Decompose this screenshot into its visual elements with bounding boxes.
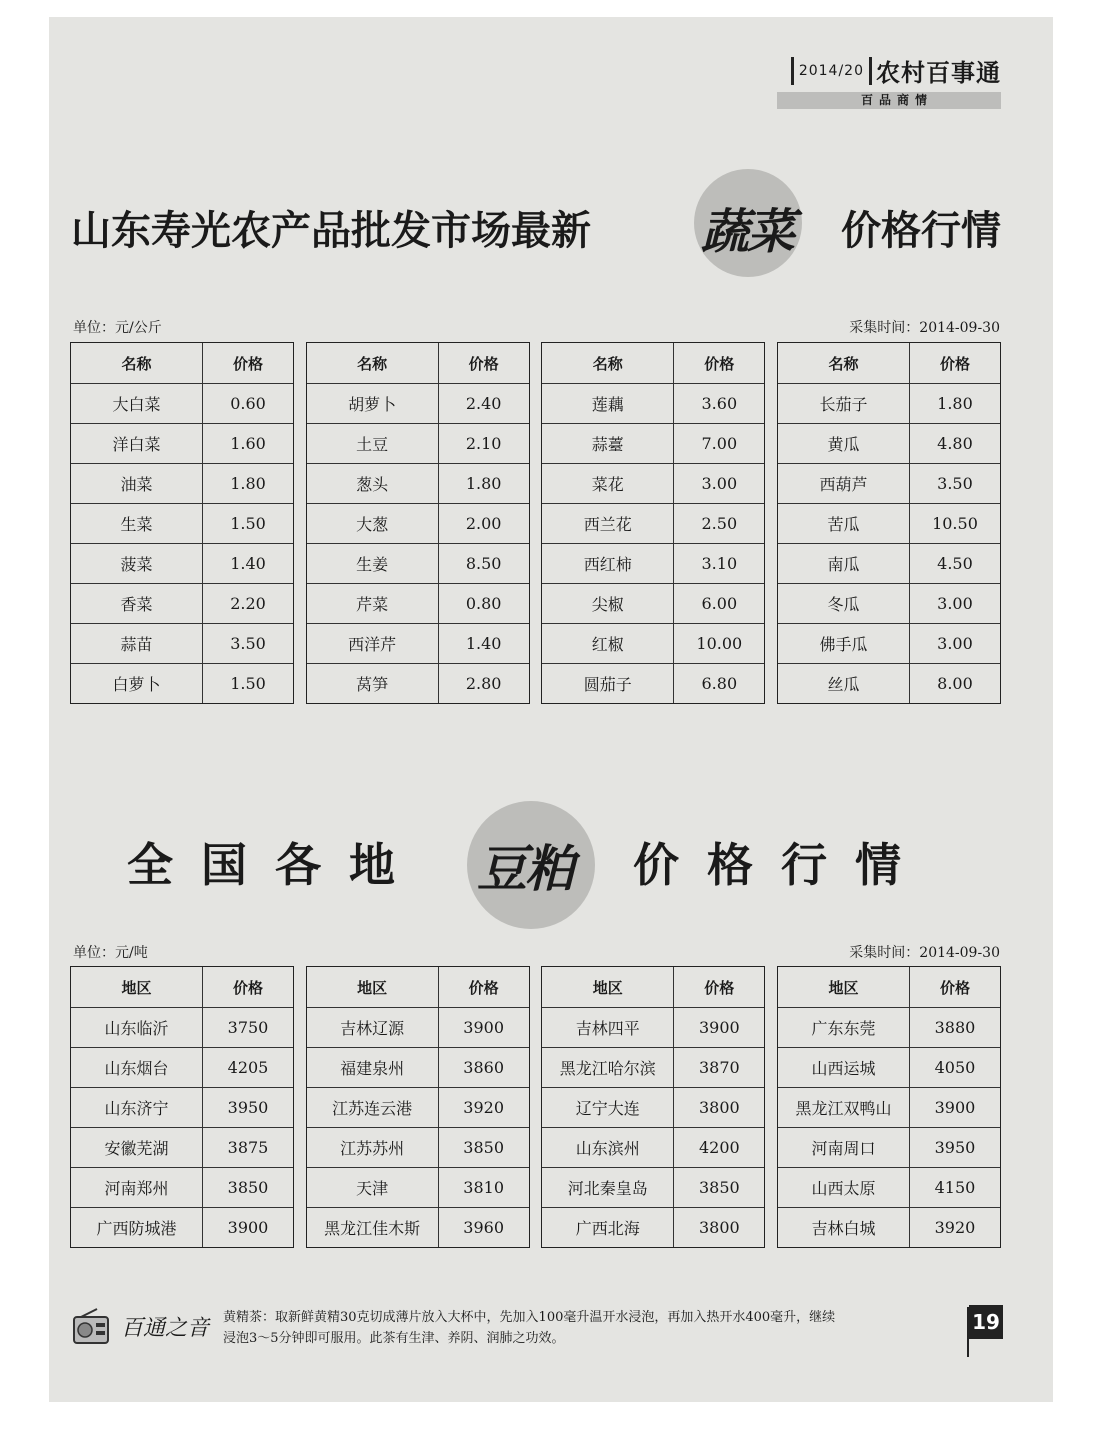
item-price: 3.10 [701, 554, 738, 573]
item-name: 山东滨州 [542, 1128, 674, 1167]
item-price: 3950 [934, 1138, 976, 1157]
footer-tip [71, 1299, 1003, 1357]
column-header-price: 价格 [704, 354, 735, 373]
item-price: 4205 [227, 1058, 269, 1077]
table-block [70, 342, 294, 704]
table-row [307, 1207, 529, 1247]
soymeal-title-post: 价格行情 [633, 838, 929, 892]
item-name: 福建泉州 [307, 1048, 439, 1087]
item-name: 黑龙江哈尔滨 [542, 1048, 674, 1087]
item-price: 3920 [934, 1218, 976, 1237]
item-price: 3.00 [701, 474, 738, 493]
table-row [542, 543, 764, 583]
item-name: 丝瓜 [778, 664, 910, 703]
item-name: 吉林四平 [542, 1008, 674, 1047]
column-header-name: 名称 [71, 343, 203, 383]
item-price: 3.60 [701, 394, 738, 413]
item-name: 吉林辽源 [307, 1008, 439, 1047]
vegetable-title [71, 193, 1031, 263]
item-price: 2.80 [465, 674, 502, 693]
table-row [778, 503, 1000, 543]
table-row [307, 1047, 529, 1087]
table-row [778, 583, 1000, 623]
table-row [542, 1087, 764, 1127]
item-name: 胡萝卜 [307, 384, 439, 423]
item-price: 1.40 [465, 634, 502, 653]
table-row [542, 423, 764, 463]
item-price: 3.50 [937, 474, 973, 493]
item-name: 江苏连云港 [307, 1088, 439, 1127]
table-row [542, 1047, 764, 1087]
table-row [778, 1047, 1000, 1087]
soymeal-title [127, 807, 1027, 907]
table-block [541, 966, 765, 1248]
vegetable-collected-date: 采集时间：2014-09-30 [849, 320, 1000, 336]
table-row [542, 663, 764, 703]
item-name: 河南周口 [778, 1128, 910, 1167]
item-name: 广西防城港 [71, 1208, 203, 1247]
item-name: 山东临沂 [71, 1008, 203, 1047]
item-price: 3920 [463, 1098, 505, 1117]
item-name: 辽宁大连 [542, 1088, 674, 1127]
table-row [71, 583, 293, 623]
item-name: 菠菜 [71, 544, 203, 583]
table-row [778, 1167, 1000, 1207]
item-price: 4200 [698, 1138, 740, 1157]
vegetable-title-highlight: 蔬菜 [701, 204, 794, 260]
item-price: 1.60 [230, 434, 266, 453]
table-row [307, 663, 529, 703]
item-price: 3960 [463, 1218, 505, 1237]
table-row [778, 1087, 1000, 1127]
item-price: 3810 [463, 1178, 505, 1197]
item-price: 3860 [463, 1058, 505, 1077]
item-name: 大白菜 [71, 384, 203, 423]
table-row [307, 463, 529, 503]
item-name: 西兰花 [542, 504, 674, 543]
item-name: 山西太原 [778, 1168, 910, 1207]
item-price: 3800 [698, 1098, 740, 1117]
table-row [542, 583, 764, 623]
item-name: 菜花 [542, 464, 674, 503]
item-price: 3850 [698, 1178, 740, 1197]
soymeal-unit: 单位：元/吨 [73, 945, 148, 961]
item-name: 河南郑州 [71, 1168, 203, 1207]
item-price: 2.10 [465, 434, 502, 453]
table-row [778, 1007, 1000, 1047]
table-row [307, 623, 529, 663]
footer-text-line: 黄精茶：取新鲜黄精30克切成薄片放入大杯中，先加入100毫升温开水浸泡，再加入热开水400毫升，继续 [223, 1310, 836, 1325]
table-header-row [307, 967, 529, 1007]
table-row [542, 1167, 764, 1207]
item-price: 3900 [227, 1218, 269, 1237]
table-block [306, 342, 530, 704]
table-header-row [71, 967, 293, 1007]
page-number: 19 [969, 1305, 1003, 1339]
item-name: 红椒 [542, 624, 674, 663]
item-name: 大葱 [307, 504, 439, 543]
item-price: 2.40 [465, 394, 502, 413]
item-price: 1.80 [230, 474, 266, 493]
column-header-name: 地区 [778, 967, 910, 1007]
table-row [307, 1167, 529, 1207]
table-row [307, 1087, 529, 1127]
column-header-price: 价格 [704, 978, 735, 997]
item-price: 3.50 [230, 634, 266, 653]
table-header-row [71, 343, 293, 383]
item-price: 3880 [934, 1018, 976, 1037]
item-price: 1.80 [937, 394, 973, 413]
item-price: 3.00 [937, 634, 973, 653]
table-row [71, 1127, 293, 1167]
table-row [307, 383, 529, 423]
item-name: 油菜 [71, 464, 203, 503]
item-name: 江苏苏州 [307, 1128, 439, 1167]
footer-text [223, 1307, 971, 1349]
table-row [307, 503, 529, 543]
item-price: 0.60 [230, 394, 266, 413]
item-price: 3900 [463, 1018, 505, 1037]
item-name: 白萝卜 [71, 664, 203, 703]
table-row [71, 1087, 293, 1127]
item-price: 8.50 [465, 554, 502, 573]
item-name: 黑龙江双鸭山 [778, 1088, 910, 1127]
table-row [71, 663, 293, 703]
table-row [778, 543, 1000, 583]
item-price: 4.80 [937, 434, 973, 453]
issue-number: 2014/20 [798, 62, 864, 79]
item-price: 3900 [698, 1018, 740, 1037]
table-header-row [542, 343, 764, 383]
item-name: 香菜 [71, 584, 203, 623]
item-price: 10.50 [932, 514, 978, 533]
table-row [71, 623, 293, 663]
item-name: 土豆 [307, 424, 439, 463]
magazine-page [49, 17, 1053, 1402]
vegetable-title-post: 价格行情 [841, 208, 1001, 254]
item-price: 3800 [698, 1218, 740, 1237]
table-row [542, 383, 764, 423]
table-row [71, 383, 293, 423]
item-name: 生姜 [307, 544, 439, 583]
item-name: 莴笋 [307, 664, 439, 703]
item-name: 蒜薹 [542, 424, 674, 463]
column-header-name: 地区 [71, 967, 203, 1007]
item-price: 1.80 [465, 474, 502, 493]
item-name: 广东东莞 [778, 1008, 910, 1047]
item-name: 南瓜 [778, 544, 910, 583]
table-row [71, 1047, 293, 1087]
item-name: 西洋芹 [307, 624, 439, 663]
table-block [777, 966, 1001, 1248]
item-name: 天津 [307, 1168, 439, 1207]
item-name: 佛手瓜 [778, 624, 910, 663]
item-price: 3850 [463, 1138, 505, 1157]
table-row [307, 1127, 529, 1167]
column-header-name: 名称 [542, 343, 674, 383]
table-row [778, 1127, 1000, 1167]
column-header-price: 价格 [232, 354, 263, 373]
table-header-row [542, 967, 764, 1007]
item-price: 3750 [227, 1018, 269, 1037]
table-row [542, 503, 764, 543]
item-name: 黑龙江佳木斯 [307, 1208, 439, 1247]
item-name: 山东济宁 [71, 1088, 203, 1127]
table-row [307, 423, 529, 463]
item-price: 2.50 [701, 514, 738, 533]
item-name: 圆茄子 [542, 664, 674, 703]
column-header-price: 价格 [468, 354, 499, 373]
item-price: 2.20 [230, 594, 266, 613]
item-price: 3870 [698, 1058, 740, 1077]
item-price: 4.50 [937, 554, 973, 573]
column-header-name: 地区 [307, 967, 439, 1007]
item-price: 1.50 [230, 674, 266, 693]
item-name: 河北秦皇岛 [542, 1168, 674, 1207]
table-row [778, 463, 1000, 503]
item-name: 长茄子 [778, 384, 910, 423]
item-name: 山东烟台 [71, 1048, 203, 1087]
vegetable-unit: 单位：元/公斤 [73, 320, 162, 336]
item-name: 黄瓜 [778, 424, 910, 463]
footer-text-line: 浸泡3～5分钟即可服用。此茶有生津、养阴、润肺之功效。 [223, 1331, 565, 1346]
table-row [778, 1207, 1000, 1247]
item-price: 0.80 [465, 594, 502, 613]
item-name: 洋白菜 [71, 424, 203, 463]
table-row [542, 623, 764, 663]
table-row [778, 623, 1000, 663]
column-header-price: 价格 [939, 978, 970, 997]
item-name: 西葫芦 [778, 464, 910, 503]
column-header-name: 地区 [542, 967, 674, 1007]
magazine-title: 农村百事通 [876, 59, 1001, 87]
item-price: 4150 [934, 1178, 976, 1197]
column-header-price: 价格 [939, 354, 970, 373]
table-row [307, 1007, 529, 1047]
radio-icon [71, 1307, 113, 1349]
item-price: 1.40 [230, 554, 266, 573]
table-header-row [307, 343, 529, 383]
item-name: 吉林白城 [778, 1208, 910, 1247]
item-name: 尖椒 [542, 584, 674, 623]
item-price: 3.00 [937, 594, 973, 613]
soymeal-price-table [70, 966, 1001, 1248]
table-row [778, 423, 1000, 463]
item-price: 6.00 [701, 594, 738, 613]
vegetable-price-table [70, 342, 1001, 704]
item-name: 葱头 [307, 464, 439, 503]
table-row [778, 663, 1000, 703]
table-row [71, 503, 293, 543]
item-price: 6.80 [701, 674, 738, 693]
table-row [542, 1127, 764, 1167]
table-row [71, 1207, 293, 1247]
item-name: 山西运城 [778, 1048, 910, 1087]
table-row [71, 543, 293, 583]
item-name: 安徽芜湖 [71, 1128, 203, 1167]
column-header-name: 名称 [307, 343, 439, 383]
item-name: 芹菜 [307, 584, 439, 623]
table-block [777, 342, 1001, 704]
item-name: 冬瓜 [778, 584, 910, 623]
table-row [778, 383, 1000, 423]
soymeal-collected-date: 采集时间：2014-09-30 [849, 945, 1000, 961]
table-row [542, 1207, 764, 1247]
item-price: 3850 [227, 1178, 269, 1197]
divider [869, 57, 872, 85]
table-row [71, 1007, 293, 1047]
column-header-price: 价格 [468, 978, 499, 997]
item-price: 4050 [934, 1058, 976, 1077]
table-header-row [778, 343, 1000, 383]
table-row [307, 543, 529, 583]
table-row [307, 583, 529, 623]
footer-label: 百通之音 [121, 1316, 210, 1341]
item-name: 生菜 [71, 504, 203, 543]
table-header-row [778, 967, 1000, 1007]
table-block [70, 966, 294, 1248]
item-price: 3900 [934, 1098, 976, 1117]
column-header-name: 名称 [778, 343, 910, 383]
item-price: 3875 [227, 1138, 269, 1157]
item-name: 广西北海 [542, 1208, 674, 1247]
item-price: 2.00 [465, 514, 502, 533]
vegetable-title-pre: 山东寿光农产品批发市场最新 [71, 208, 591, 254]
item-name: 莲藕 [542, 384, 674, 423]
item-price: 1.50 [230, 514, 266, 533]
soymeal-title-pre: 全国各地 [127, 838, 423, 892]
soymeal-title-highlight: 豆粕 [477, 839, 573, 898]
table-row [71, 463, 293, 503]
table-block [541, 342, 765, 704]
table-row [71, 423, 293, 463]
section-name: 百品商情 [777, 92, 1001, 109]
table-row [542, 1007, 764, 1047]
item-name: 西红柿 [542, 544, 674, 583]
item-price: 7.00 [701, 434, 738, 453]
column-header-price: 价格 [232, 978, 263, 997]
item-name: 蒜苗 [71, 624, 203, 663]
item-price: 10.00 [696, 634, 743, 653]
table-block [306, 966, 530, 1248]
item-name: 苦瓜 [778, 504, 910, 543]
page-header [777, 53, 1001, 109]
table-row [71, 1167, 293, 1207]
item-price: 8.00 [937, 674, 973, 693]
item-price: 3950 [227, 1098, 269, 1117]
table-row [542, 463, 764, 503]
